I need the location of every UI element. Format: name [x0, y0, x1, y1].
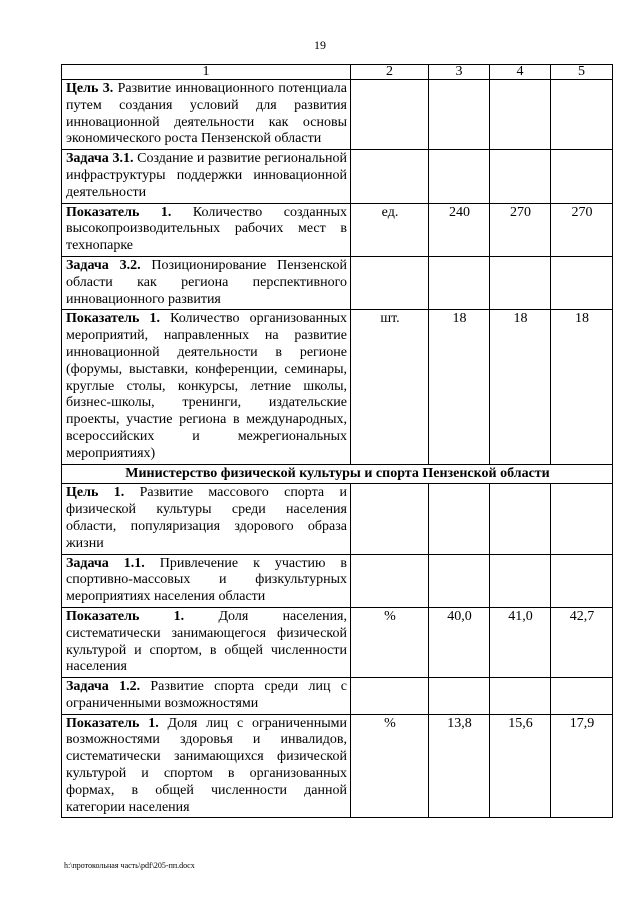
- value-cell-4: 18: [490, 310, 551, 464]
- item-label: Цель 1.: [66, 485, 125, 501]
- header-cell-4: 4: [490, 65, 551, 80]
- item-label: Задача 3.2.: [66, 257, 141, 273]
- header-cell-5: 5: [551, 65, 613, 80]
- value-cell-3: [429, 256, 490, 309]
- table-row: [62, 203, 613, 256]
- value-cell-3: 40,0: [429, 607, 490, 677]
- value-cell-3: [429, 80, 490, 150]
- header-cell-3: 3: [429, 65, 490, 80]
- value-cell-4: [490, 80, 551, 150]
- section-title: Министерство физической культуры и спорта Пензенской области: [62, 464, 613, 484]
- unit-cell: ед.: [351, 203, 429, 256]
- item-text: Развитие спорта среди лиц с ограниченными возможностями: [66, 679, 347, 711]
- value-cell-3: [429, 678, 490, 715]
- value-cell-3: 13,8: [429, 714, 490, 818]
- description-cell: [62, 607, 351, 677]
- value-cell-5: [551, 678, 613, 715]
- item-label: Цель 3.: [66, 81, 114, 96]
- description-cell: [62, 678, 351, 715]
- item-label: Показатель 1.: [66, 608, 185, 624]
- item-text: Количество организованных мероприятий, направленных на развитие инновационной деятельности в регионе (форумы, выставки, конференции, семинары, круглые столы, конкурсы, летние школы, бизнес-школы, тренинги, издательские проекты, участие региона в международных, всероссийских и межрегиональных мероприятиях): [66, 311, 347, 461]
- value-cell-4: [490, 678, 551, 715]
- value-cell-4: 41,0: [490, 607, 551, 677]
- value-cell-4: 270: [490, 203, 551, 256]
- table-row: [62, 554, 613, 607]
- unit-cell: шт.: [351, 310, 429, 464]
- value-cell-4: [490, 554, 551, 607]
- item-text: Развитие инновационного потенциала путем создания условий для развития инновационной деятельности как основы экономического роста Пензенской области: [66, 81, 347, 147]
- indicators-table: [61, 64, 613, 818]
- item-label: Задача 1.1.: [66, 555, 145, 571]
- item-text: Доля населения, систематически занимающегося физической культурой и спортом, в общей численности населения: [66, 608, 347, 675]
- value-cell-3: 240: [429, 203, 490, 256]
- table-row: [62, 150, 613, 203]
- value-cell-4: [490, 256, 551, 309]
- item-label: Задача 3.1.: [66, 151, 134, 167]
- value-cell-5: [551, 554, 613, 607]
- value-cell-4: [490, 150, 551, 203]
- value-cell-5: [551, 150, 613, 203]
- value-cell-5: 42,7: [551, 607, 613, 677]
- page-number: 19: [314, 38, 326, 52]
- description-cell: [62, 554, 351, 607]
- file-path-footer: h:\протокольная часть\pdf\205-пп.docx: [64, 861, 195, 870]
- unit-cell: %: [351, 607, 429, 677]
- item-label: Показатель 1.: [66, 715, 159, 731]
- table-row: [62, 80, 613, 150]
- unit-cell: %: [351, 714, 429, 818]
- item-text: Развитие массового спорта и физической культуры среди населения области, популяризация здорового образа жизни: [66, 485, 347, 551]
- table-row: [62, 256, 613, 309]
- item-label: Показатель 1.: [66, 311, 160, 327]
- item-label: Задача 1.2.: [66, 679, 141, 695]
- description-cell: [62, 80, 351, 150]
- value-cell-5: 270: [551, 203, 613, 256]
- header-cell-2: 2: [351, 65, 429, 80]
- value-cell-5: [551, 256, 613, 309]
- header-cell-1: 1: [62, 65, 351, 80]
- table-row: [62, 484, 613, 554]
- item-label: Показатель 1.: [66, 204, 172, 220]
- unit-cell: [351, 256, 429, 309]
- value-cell-5: [551, 80, 613, 150]
- item-text: Привлечение к участию в спортивно-массовых и физкультурных мероприятиях населения области: [66, 555, 347, 605]
- value-cell-3: [429, 554, 490, 607]
- description-cell: [62, 203, 351, 256]
- value-cell-3: 18: [429, 310, 490, 464]
- header-row: [62, 65, 613, 80]
- item-text: Доля лиц с ограниченными возможностями здоровья и инвалидов, систематически занимающихся физической культурой и спортом в организованных формах, в общей численности данной категории населения: [66, 715, 347, 815]
- value-cell-4: 15,6: [490, 714, 551, 818]
- unit-cell: [351, 150, 429, 203]
- table-row: [62, 607, 613, 677]
- table-row: [62, 714, 613, 818]
- unit-cell: [351, 80, 429, 150]
- description-cell: [62, 150, 351, 203]
- table-row: [62, 310, 613, 464]
- table-row: [62, 678, 613, 715]
- value-cell-5: 18: [551, 310, 613, 464]
- unit-cell: [351, 678, 429, 715]
- description-cell: [62, 256, 351, 309]
- value-cell-5: 17,9: [551, 714, 613, 818]
- description-cell: [62, 484, 351, 554]
- value-cell-4: [490, 484, 551, 554]
- item-text: Количество созданных высокопроизводительных рабочих мест в технопарке: [66, 204, 347, 254]
- description-cell: [62, 714, 351, 818]
- value-cell-3: [429, 150, 490, 203]
- item-text: Создание и развитие региональной инфраструктуры поддержки инновационной деятельности: [66, 151, 348, 200]
- item-text: Позиционирование Пензенской области как региона перспективного инновационного развития: [66, 257, 347, 307]
- value-cell-3: [429, 484, 490, 554]
- section-row: [62, 464, 613, 484]
- unit-cell: [351, 554, 429, 607]
- unit-cell: [351, 484, 429, 554]
- value-cell-5: [551, 484, 613, 554]
- table-body: [62, 65, 613, 818]
- description-cell: [62, 310, 351, 464]
